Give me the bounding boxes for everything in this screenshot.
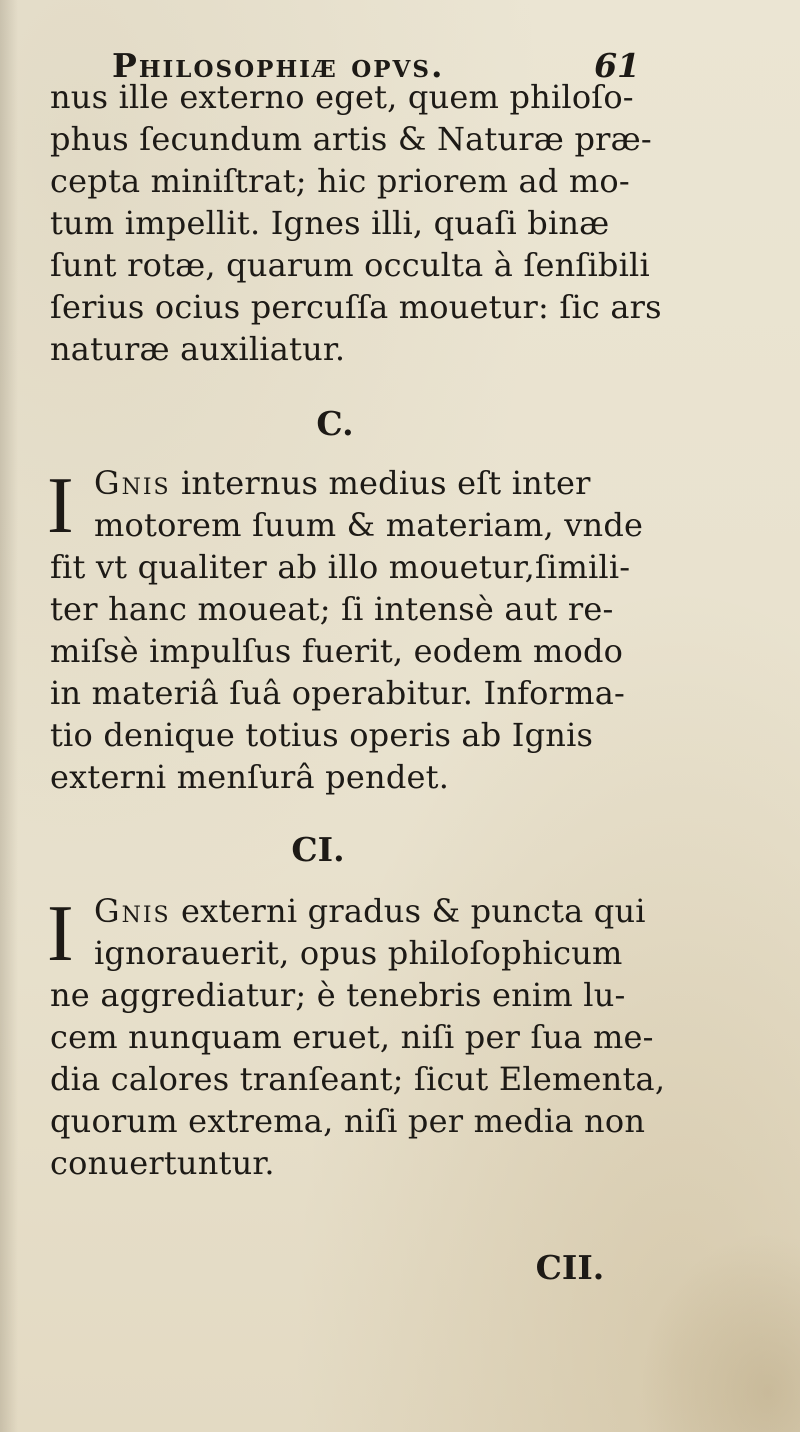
text-line: conuertuntur. bbox=[50, 1144, 275, 1182]
text-line: tio denique totius operis ab Ignis bbox=[50, 716, 594, 754]
text-line: cepta miniſtrat; hic priorem ad mo- bbox=[50, 162, 630, 200]
text-line: ſunt rotæ, quarum occulta à ſenſibili bbox=[50, 246, 650, 284]
section-ci-paragraph bbox=[47, 890, 666, 1184]
first-line-rest: externi gradus & puncta qui bbox=[180, 892, 646, 930]
paragraph-intro bbox=[50, 76, 662, 370]
text-line: fit vt qualiter ab illo mouetur,ſimili- bbox=[50, 548, 631, 586]
text-line: in materiâ ſuâ operabitur. Informa- bbox=[50, 674, 625, 712]
first-word: Gnis bbox=[94, 892, 171, 930]
catchword: CII. bbox=[535, 1248, 605, 1287]
text-line bbox=[50, 462, 630, 504]
paper-stain bbox=[640, 1232, 800, 1432]
text-line: ſerius ocius percuſſa mouetur: ſic ars bbox=[50, 288, 662, 326]
running-head: Philosophiæ opvs. bbox=[112, 46, 445, 85]
text-line: ter hanc moueat; ſi intensè aut re- bbox=[50, 590, 614, 628]
text-line bbox=[50, 890, 646, 932]
text-line: tum impellit. Ignes illi, quaſi binæ bbox=[50, 204, 610, 242]
text-line: naturæ auxiliatur. bbox=[50, 330, 346, 368]
text-line: phus ſecundum artis & Naturæ præ- bbox=[50, 120, 652, 158]
text-line: ignorauerit, opus philoſophicum bbox=[94, 934, 623, 972]
text-line: quorum extrema, niſi per media non bbox=[50, 1102, 646, 1140]
text-line: nus ille externo eget, quem philoſo- bbox=[50, 78, 634, 116]
text-line: dia calores tranſeant; ſicut Elementa, bbox=[50, 1060, 666, 1098]
drop-cap: I bbox=[47, 462, 74, 550]
first-line-rest: internus medius eſt inter bbox=[180, 464, 591, 502]
text-line: externi menſurâ pendet. bbox=[50, 758, 450, 796]
text-line: cem nunquam eruet, niſi per ſua me- bbox=[50, 1018, 654, 1056]
section-c-paragraph bbox=[47, 462, 644, 798]
first-word: Gnis bbox=[94, 464, 171, 502]
text-line: miſsè impulſus fuerit, eodem modo bbox=[50, 632, 624, 670]
text-line: motorem ſuum & materiam, vnde bbox=[94, 506, 644, 544]
page-number: 61 bbox=[594, 46, 640, 85]
section-number-c: C. bbox=[316, 404, 354, 443]
spine-shadow bbox=[0, 0, 18, 1432]
drop-cap: I bbox=[47, 890, 74, 978]
text-line: ne aggrediatur; è tenebris enim lu- bbox=[50, 976, 626, 1014]
section-number-ci: CI. bbox=[291, 830, 345, 869]
